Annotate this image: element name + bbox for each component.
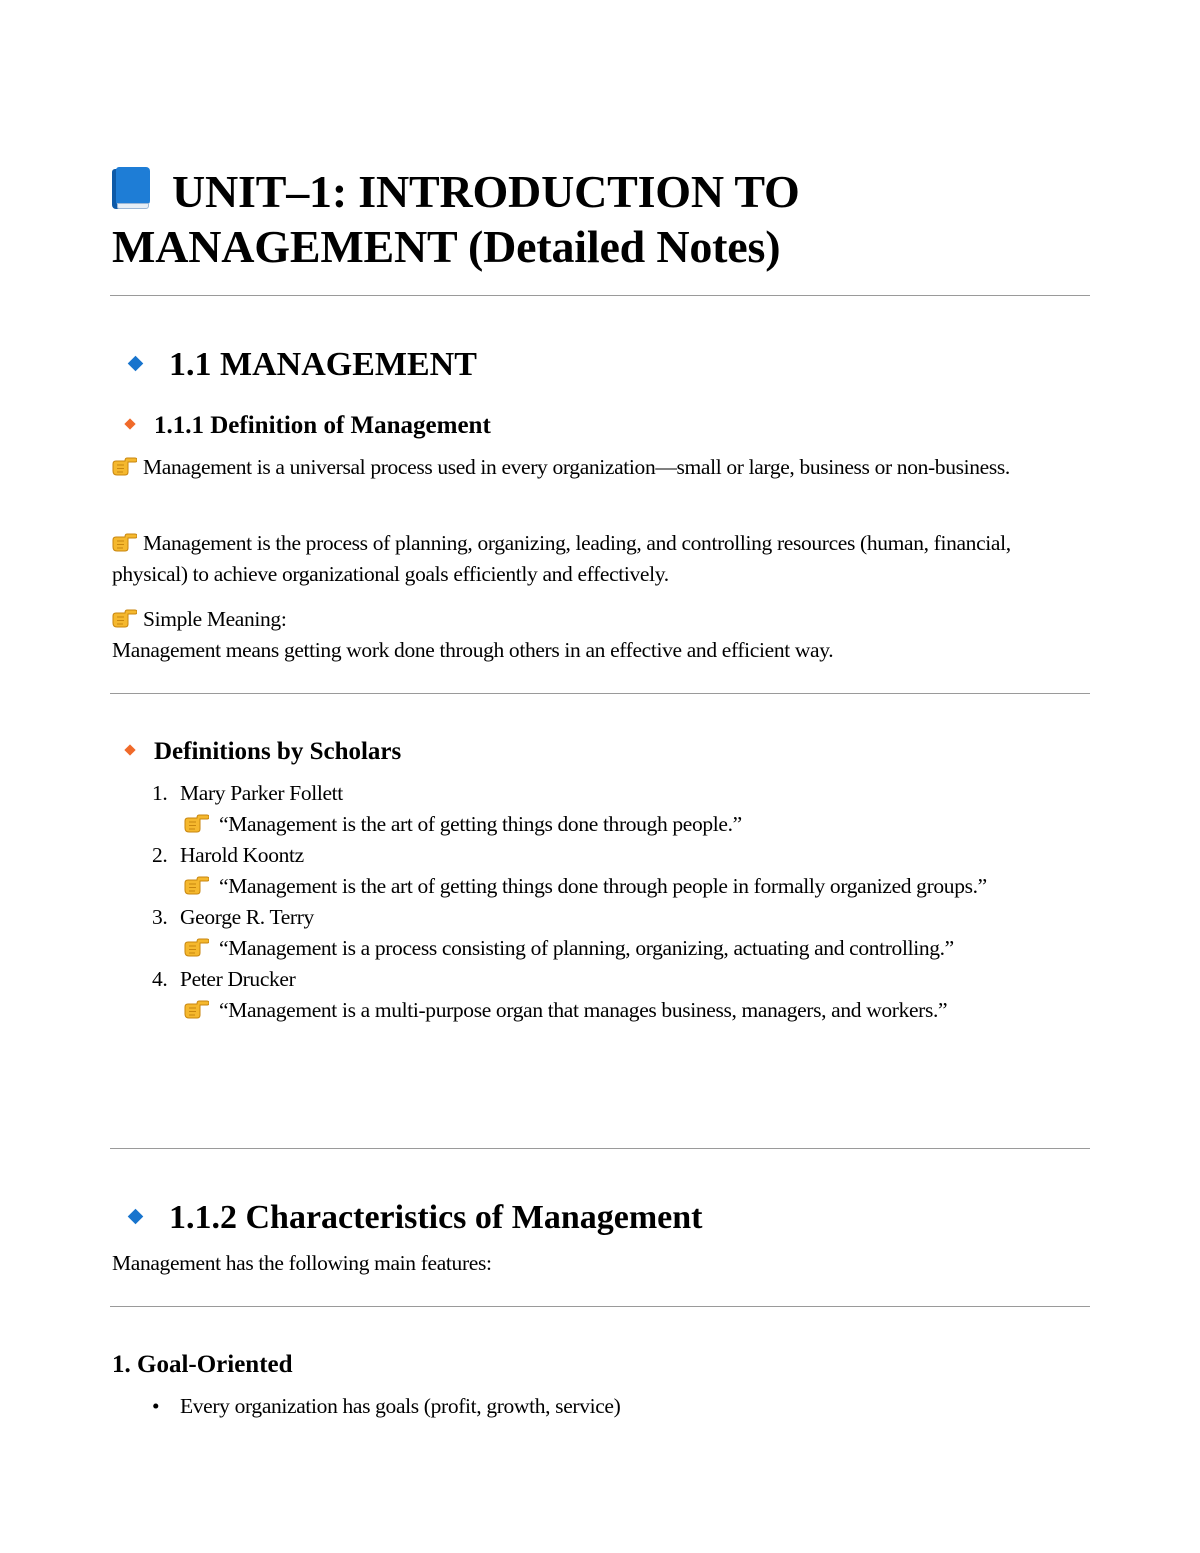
section-heading-1-1 bbox=[126, 345, 477, 385]
scholar-quote: “Management is the art of getting things done through people.” bbox=[219, 812, 742, 836]
pointing-hand-icon bbox=[184, 999, 209, 1019]
list-number: 4. bbox=[152, 967, 168, 991]
blue-book-icon bbox=[112, 167, 150, 211]
orange-diamond-icon bbox=[124, 418, 135, 429]
simple-meaning-paragraph bbox=[112, 604, 1087, 666]
characteristics-intro: Management has the following main features: bbox=[112, 1251, 492, 1275]
scholar-name: Peter Drucker bbox=[180, 967, 296, 991]
horizontal-rule bbox=[110, 693, 1090, 694]
scholar-name: Harold Koontz bbox=[180, 843, 304, 867]
section-heading-text: 1.1 MANAGEMENT bbox=[169, 346, 477, 383]
document-title bbox=[112, 164, 1092, 274]
scholar-item bbox=[152, 840, 1082, 902]
section-heading-1-1-2 bbox=[126, 1198, 702, 1238]
scholars-heading-text: Definitions by Scholars bbox=[154, 738, 402, 765]
pointing-hand-icon bbox=[112, 608, 137, 628]
pointing-hand-icon bbox=[184, 937, 209, 957]
scholar-quote: “Management is the art of getting things done through people in formally organized groups.” bbox=[219, 874, 987, 898]
scholar-name: George R. Terry bbox=[180, 905, 314, 929]
pointing-hand-icon bbox=[184, 875, 209, 895]
blue-diamond-icon bbox=[128, 356, 144, 372]
list-number: 2. bbox=[152, 843, 168, 867]
goal-oriented-heading: 1. Goal-Oriented bbox=[112, 1351, 293, 1378]
list-item-text: Every organization has goals (profit, growth, service) bbox=[180, 1394, 621, 1418]
horizontal-rule bbox=[110, 295, 1090, 296]
scholar-name: Mary Parker Follett bbox=[180, 781, 343, 805]
definition-text-1: Management is a universal process used in every organization—small or large, business or non-business. bbox=[143, 455, 1010, 479]
scholars-list bbox=[152, 778, 1082, 1026]
goal-oriented-list bbox=[150, 1391, 620, 1422]
section-heading-text: 1.1.2 Characteristics of Management bbox=[169, 1199, 703, 1236]
subsection-heading-1-1-1 bbox=[120, 411, 491, 441]
simple-meaning-text: Management means getting work done through others in an effective and efficient way. bbox=[112, 638, 834, 662]
definition-paragraph-1 bbox=[112, 452, 1087, 483]
pointing-hand-icon bbox=[184, 813, 209, 833]
orange-diamond-icon bbox=[124, 744, 135, 755]
scholar-quote: “Management is a process consisting of planning, organizing, actuating and controlling.” bbox=[219, 936, 954, 960]
pointing-hand-icon bbox=[112, 532, 137, 552]
scholar-item bbox=[152, 902, 1082, 964]
list-item bbox=[150, 1391, 620, 1422]
blue-diamond-icon bbox=[128, 1209, 144, 1225]
horizontal-rule bbox=[110, 1306, 1090, 1307]
simple-meaning-label: Simple Meaning: bbox=[143, 607, 287, 631]
document-title-text: UNIT–1: INTRODUCTION TO MANAGEMENT (Detailed Notes) bbox=[112, 166, 800, 272]
definition-paragraph-2 bbox=[112, 528, 1072, 590]
list-number: 3. bbox=[152, 905, 168, 929]
scholar-quote: “Management is a multi-purpose organ that manages business, managers, and workers.” bbox=[219, 998, 948, 1022]
scholars-heading bbox=[120, 737, 401, 767]
subsection-heading-text: 1.1.1 Definition of Management bbox=[154, 412, 491, 439]
definition-text-2: Management is the process of planning, organizing, leading, and controlling resources (human, financial, physical) to achieve organizational goals efficiently and effectively. bbox=[112, 531, 1011, 586]
pointing-hand-icon bbox=[112, 456, 137, 476]
scholar-item bbox=[152, 778, 1082, 840]
list-number: 1. bbox=[152, 781, 168, 805]
bullet-dot: • bbox=[152, 1394, 160, 1418]
horizontal-rule bbox=[110, 1148, 1090, 1149]
scholar-item bbox=[152, 964, 1082, 1026]
